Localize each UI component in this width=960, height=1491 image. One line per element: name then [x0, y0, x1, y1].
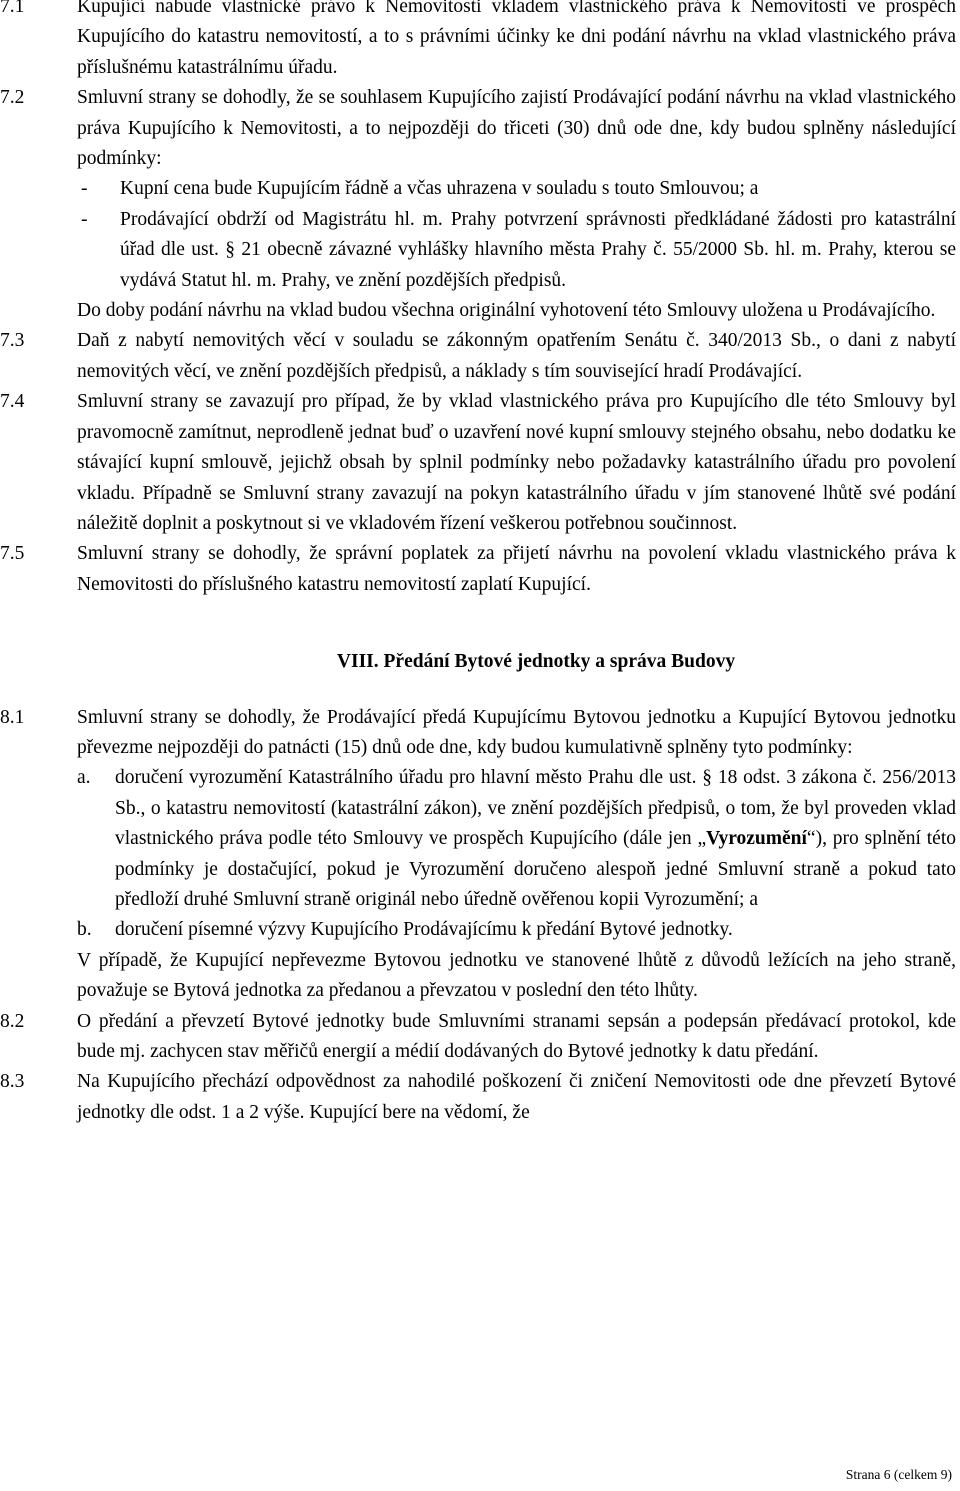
- clause-8-1: [0, 703, 960, 1007]
- condition-text-part: doručení vyrozumění Katastrálního úřadu pro hlavní město Prahu dle ust. § 18 odst. 3 zákona č. 256/2013 Sb., o katastru nemovitostí (katastrální zákon), ve znění pozdějších předpisů, o tom, že byl proveden vklad vlastnického práva podle této Smlouvy ve prospěch Kupujícího (dále jen „: [115, 767, 956, 850]
- clause-number: 7.1: [0, 0, 25, 17]
- clause-7-5: [0, 539, 960, 600]
- defined-term: Vyrozumění: [706, 828, 807, 850]
- clause-followup-text: V případě, že Kupující nepřevezme Bytovou jednotku ve stanovené lhůtě z důvodů ležících na jeho straně, považuje se Bytová jednotka za předanou a převzatou v poslední den této lhůty.: [77, 949, 956, 1002]
- condition-item: [77, 174, 956, 204]
- clause-number: 7.3: [0, 330, 25, 352]
- condition-item: [77, 205, 956, 296]
- clause-8-2: [0, 1007, 960, 1068]
- clause-text: Kupující nabude vlastnické právo k Nemovitosti vkladem vlastnického práva k Nemovitosti ve prospěch Kupujícího do katastru nemovitostí, a to s právními účinky ke dni podání návrhu na vklad vlastnického práva příslušnému katastrálnímu úřadu.: [77, 0, 956, 78]
- condition-item-a: [77, 763, 956, 915]
- condition-text-part: “), pro splnění této podmínky je dostačující, pokud je Vyrozumění doručeno alespoň jedné Smluvní straně a pokud tato předloží druhé Smluvní straně originál nebo úředně ověřenou kopii Vyrozumění; a: [115, 828, 957, 910]
- condition-text: Kupní cena bude Kupujícím řádně a včas uhrazena v souladu s touto Smlouvou; a: [120, 178, 759, 200]
- clause-followup-text: Do doby podání návrhu na vklad budou všechna originální vyhotovení této Smlouvy uložena u Prodávajícího.: [77, 300, 936, 322]
- condition-item-b: [77, 915, 956, 945]
- dash-bullet: -: [81, 208, 88, 230]
- clause-number: 8.1: [0, 706, 25, 728]
- condition-text: doručení písemné výzvy Kupujícího Prodávajícímu k předání Bytové jednotky.: [115, 919, 733, 941]
- clause-number: 7.5: [0, 543, 25, 565]
- clause-text: Smluvní strany se dohodly, že správní poplatek za přijetí návrhu na povolení vkladu vlastnického práva k Nemovitosti do příslušného katastru nemovitostí zaplatí Kupující.: [77, 543, 956, 595]
- clause-text: Smluvní strany se dohodly, že se souhlasem Kupujícího zajistí Prodávající podání návrhu na vklad vlastnického práva Kupujícího k Nemovitosti, a to nejpozději do třiceti (30) dnů ode dne, kdy budou splněny následující podmínky:: [77, 87, 956, 170]
- section-heading: VIII. Předání Bytové jednotky a správa Budovy: [336, 651, 736, 673]
- item-letter: a.: [77, 767, 91, 789]
- clause-number: 8.2: [0, 1010, 25, 1032]
- item-letter: b.: [77, 919, 92, 941]
- clause-number: 7.4: [0, 391, 25, 413]
- clause-7-3: [0, 326, 960, 387]
- clause-7-1: [0, 0, 960, 83]
- dash-bullet: -: [81, 178, 88, 200]
- page-footer: Strana 6 (celkem 9): [845, 1467, 952, 1482]
- clause-7-4: [0, 387, 960, 539]
- clause-text: O předání a převzetí Bytové jednotky bude Smluvními stranami sepsán a podepsán předávací protokol, kde bude mj. zachycen stav měřičů energií a médií dodávaných do Bytové jednotky k datu předání.: [77, 1010, 956, 1062]
- clause-text: Daň z nabytí nemovitých věcí v souladu se zákonným opatřením Senátu č. 340/2013 Sb., o dani z nabytí nemovitých věcí, ve znění pozdějších předpisů, a náklady s tím související hradí Prodávající.: [77, 330, 956, 382]
- clause-7-2: [0, 83, 960, 326]
- clause-text: Smluvní strany se zavazují pro případ, že by vklad vlastnického práva pro Kupujícího dle této Smlouvy byl pravomocně zamítnut, neprodleně jednat buď o uzavření nové kupní smlouvy stejného obsahu, nebo dodatku ke stávající kupní smlouvě, jejichž obsah by splnil podmínky nebo požadavky katastrálního úřadu pro povolení vkladu. Případně se Smluvní strany zavazují na pokyn katastrálního úřadu v jím stanovené lhůtě své podání náležitě doplnit a poskytnout si ve vkladovém řízení veškerou potřebnou součinnost.: [77, 391, 956, 534]
- clause-text: Smluvní strany se dohodly, že Prodávající předá Kupujícímu Bytovou jednotku a Kupující Bytovou jednotku převezme nejpozději do patnácti (15) dnů ode dne, kdy budou kumulativně splněny tyto podmínky:: [77, 706, 956, 758]
- clause-8-3: [0, 1067, 960, 1128]
- clause-text: Na Kupujícího přechází odpovědnost za nahodilé poškození či zničení Nemovitosti ode dne převzetí Bytové jednotky dle odst. 1 a 2 výše. Kupující bere na vědomí, že: [77, 1071, 956, 1123]
- clause-number: 8.3: [0, 1071, 25, 1093]
- clause-number: 7.2: [0, 87, 25, 109]
- condition-text: [115, 767, 956, 910]
- condition-text: Prodávající obdrží od Magistrátu hl. m. Prahy potvrzení správnosti předkládané žádosti pro katastrální úřad dle ust. § 21 obecně závazné vyhlášky hlavního města Prahy č. 55/2000 Sb. hl. m. Prahy, kterou se vydává Statut hl. m. Prahy, ve znění pozdějších předpisů.: [120, 208, 956, 291]
